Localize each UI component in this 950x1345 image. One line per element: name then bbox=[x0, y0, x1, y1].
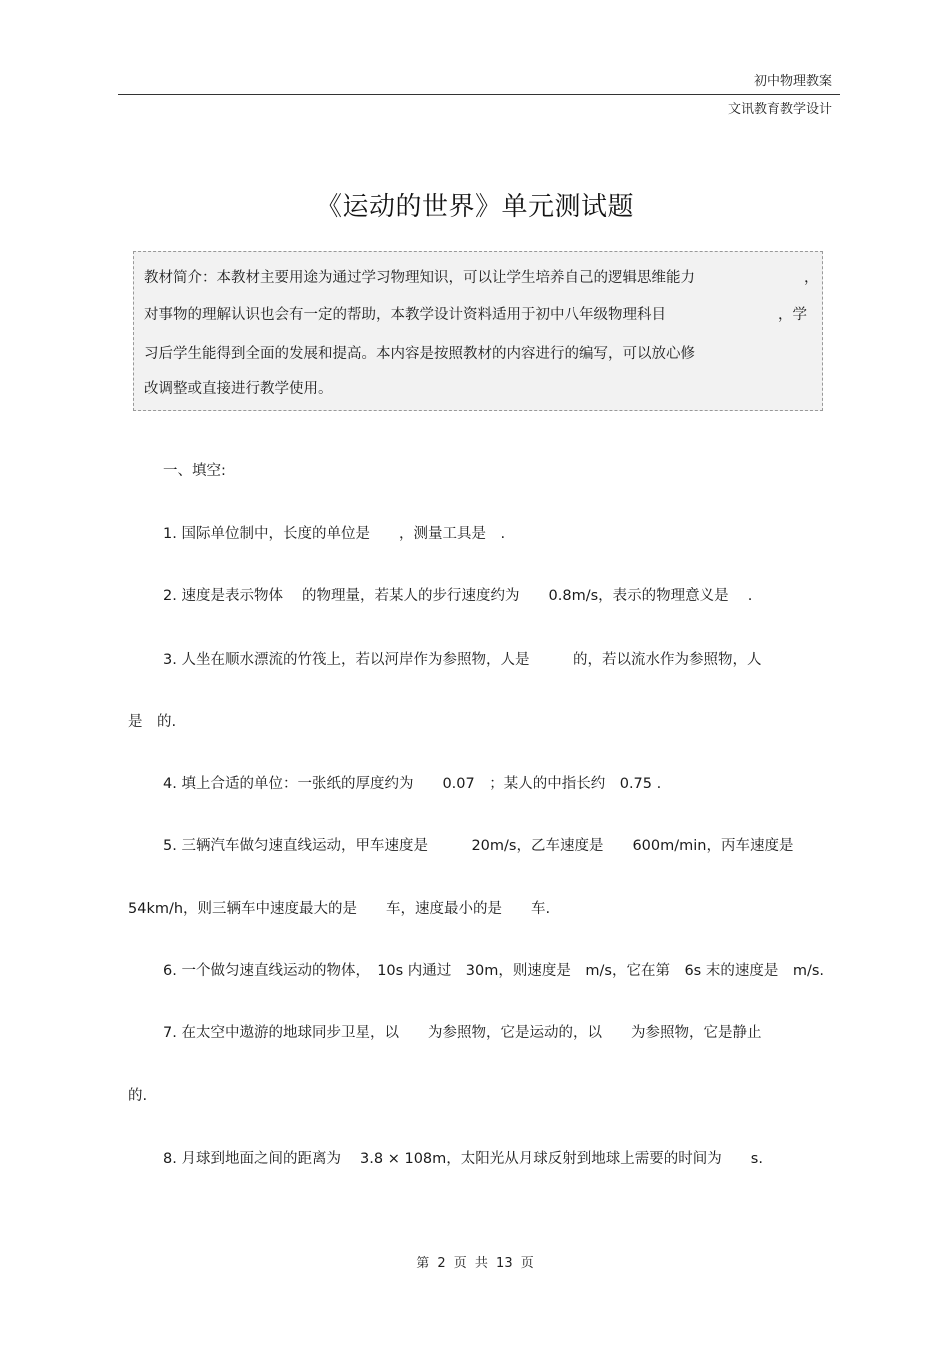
question-7-continued: 的. bbox=[128, 1088, 148, 1104]
page-number-footer: 第 2 页 共 13 页 bbox=[416, 1256, 534, 1271]
question-5: 5. 三辆汽车做匀速直线运动，甲车速度是 20m/s，乙车速度是 600m/min，丙车速度是 bbox=[163, 838, 794, 854]
intro-line-1-end: ， bbox=[804, 270, 819, 286]
intro-box bbox=[133, 251, 823, 411]
question-6: 6. 一个做匀速直线运动的物体， 10s 内通过 30m，则速度是 m/s，它在第 6s 末的速度是 m/s. bbox=[163, 963, 825, 979]
question-2: 2. 速度是表示物体 的物理量，若某人的步行速度约为 0.8m/s，表示的物理意义是 . bbox=[163, 588, 753, 604]
question-8: 8. 月球到地面之间的距离为 3.8 × 108m，太阳光从月球反射到地球上需要的时间为 s. bbox=[163, 1151, 763, 1167]
intro-line-2-end: ，学 bbox=[778, 307, 807, 323]
intro-line-4: 改调整或直接进行教学使用。 bbox=[144, 381, 333, 397]
header-rule bbox=[118, 94, 840, 95]
question-7: 7. 在太空中遨游的地球同步卫星，以 为参照物，它是运动的，以 为参照物，它是静止 bbox=[163, 1025, 762, 1041]
intro-line-3: 习后学生能得到全面的发展和提高。本内容是按照教材的内容进行的编写，可以放心修 bbox=[144, 346, 695, 362]
question-1: 1. 国际单位制中，长度的单位是 ，测量工具是 . bbox=[163, 526, 506, 542]
question-3-continued: 是 的. bbox=[128, 714, 177, 730]
question-4: 4. 填上合适的单位：一张纸的厚度约为 0.07 ；某人的中指长约 0.75 . bbox=[163, 776, 662, 792]
question-5-continued: 54km/h，则三辆车中速度最大的是 车，速度最小的是 车. bbox=[128, 901, 551, 917]
section-heading: 一、填空: bbox=[163, 463, 226, 479]
header-org: 文讯教育教学设计 bbox=[727, 102, 832, 117]
header-course: 初中物理教案 bbox=[753, 74, 832, 89]
question-3: 3. 人坐在顺水漂流的竹筏上，若以河岸作为参照物，人是 的，若以流水作为参照物，人 bbox=[163, 652, 762, 668]
intro-line-2: 对事物的理解认识也会有一定的帮助，本教学设计资料适用于初中八年级物理科目 bbox=[144, 307, 666, 323]
document-title: 《运动的世界》单元测试题 bbox=[315, 192, 634, 222]
intro-line-1: 教材简介：本教材主要用途为通过学习物理知识，可以让学生培养自己的逻辑思维能力 bbox=[144, 270, 695, 286]
